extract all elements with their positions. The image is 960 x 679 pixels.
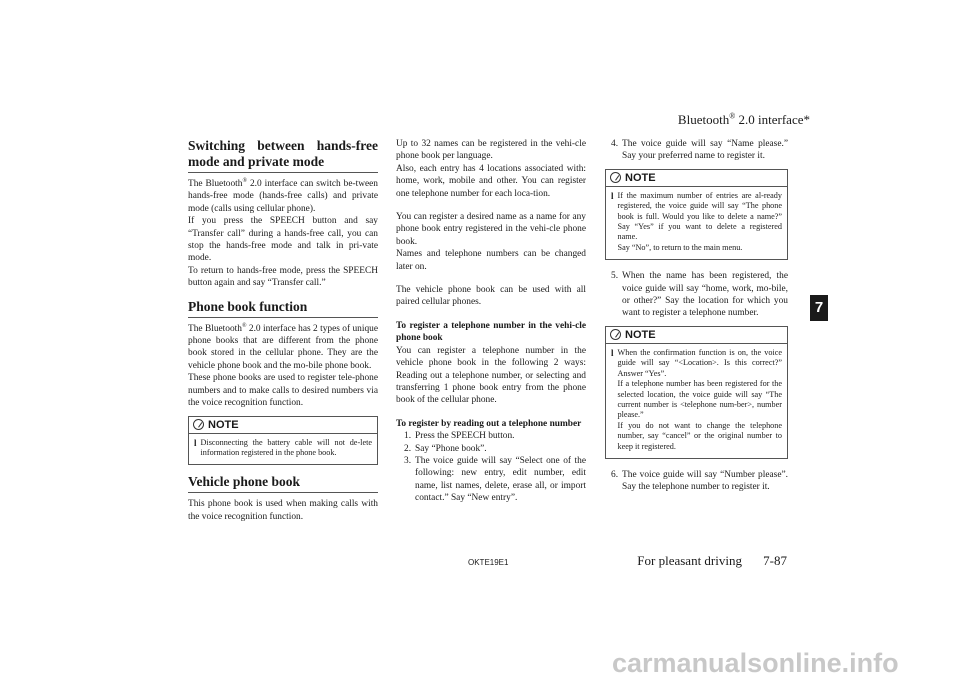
note-text: Disconnecting the battery cable will not de-lete information registered in the phone book. bbox=[200, 437, 372, 457]
document-code: OKTE19E1 bbox=[468, 558, 509, 567]
note-body bbox=[189, 434, 377, 465]
list-item: 6. The voice guide will say “Number please”. Say the telephone number to register it. bbox=[611, 469, 788, 493]
bullet: l bbox=[611, 190, 614, 201]
footer-section-name: For pleasant driving bbox=[637, 553, 742, 568]
bullet: l bbox=[194, 437, 197, 448]
page-number: 7-87 bbox=[763, 553, 787, 568]
check-icon bbox=[193, 419, 204, 430]
note-header: NOTE bbox=[606, 170, 787, 187]
paragraph: Also, each entry has 4 locations associated with: home, work, mobile and other. You can register one telephone number for each loca-tion. bbox=[396, 163, 586, 199]
section-title-phone-book: Phone book function bbox=[188, 299, 378, 318]
paragraph: Names and telephone numbers can be changed later on. bbox=[396, 249, 586, 272]
list-item: 4. The voice guide will say “Name please.” Say your preferred name to register it. bbox=[611, 139, 788, 162]
section-title-switching: Switching between hands-free mode and private mode bbox=[188, 138, 378, 173]
paragraph: This phone book is used when making calls with the voice recognition function. bbox=[188, 499, 378, 522]
chapter-tab: 7 bbox=[810, 295, 828, 321]
column-1 bbox=[188, 138, 378, 523]
note-text: When the confirmation function is on, the voice guide will say “<Location>. Is this correct?” Answer “Yes”. If a telephone number has been registered for the selected location, the voice guide will say “The current number is <telephone num-ber>, number please.” If you do not want to change the telephone number, say “cancel” or the original number to keep it registered. bbox=[617, 347, 782, 451]
paragraph: To return to hands-free mode, press the SPEECH button again and say “Transfer call.” bbox=[188, 265, 378, 289]
column-3 bbox=[605, 138, 788, 494]
list-item: 3. The voice guide will say “Select one of the following: new entry, edit number, edit name, list names, delete, erase all, or import contact.” Say “New entry”. bbox=[404, 455, 586, 504]
paragraph: You can register a desired name as a name for any phone book entry registered in the vehi-cle phone book. bbox=[396, 212, 586, 247]
watermark: carmanualsonline.info bbox=[612, 648, 899, 678]
paragraph: Up to 32 names can be registered in the vehi-cle phone book per language. bbox=[396, 139, 586, 162]
column-2 bbox=[396, 138, 586, 505]
note-header: NOTE bbox=[189, 417, 377, 434]
paragraph: You can register a telephone number in the vehicle phone book in the following 2 ways: Reading out a telephone number, or selecting and transferring 1 phone book entry from the phone book of the cellular phone. bbox=[396, 345, 586, 406]
steps-list bbox=[396, 430, 586, 504]
check-icon bbox=[610, 329, 621, 340]
note-header: NOTE bbox=[606, 327, 787, 344]
list-item: 2. Say “Phone book”. bbox=[404, 443, 487, 454]
paragraph: The Bluetooth® 2.0 interface has 2 types of unique phone books that are different from the phone book stored in the cellular phone. They are the vehicle phone book and the mo-bile phone book. bbox=[188, 322, 378, 371]
note-box bbox=[188, 416, 378, 466]
note-body bbox=[606, 344, 787, 458]
list-item: 5. When the name has been registered, the voice guide will say “home, work, mo-bile, or other?” Say the location for which you want to register a telephone number. bbox=[611, 271, 788, 319]
bullet: l bbox=[611, 347, 614, 358]
note-text: If the maximum number of entries are al-ready registered, the voice guide will say “The phone book is full. Would you like to delete a name?” Say “Yes” if you want to delete a registered name. Say “No”, to return to the main menu. bbox=[617, 190, 782, 252]
paragraph: The vehicle phone book can be used with all paired cellular phones. bbox=[396, 285, 586, 308]
note-body bbox=[606, 187, 787, 259]
note-box bbox=[605, 169, 788, 260]
list-item: 1. Press the SPEECH button. bbox=[404, 431, 515, 442]
paragraph: If you press the SPEECH button and say “Transfer call” during a hands-free call, you can stop the hands-free mode and talk in pri-vate mode. bbox=[188, 216, 378, 264]
check-icon bbox=[610, 172, 621, 183]
paragraph: These phone books are used to register tele-phone numbers and to make calls to desired numbers via the voice recognition function. bbox=[188, 373, 378, 409]
paragraph: The Bluetooth® 2.0 interface can switch be-tween hands-free mode (hands-free calls) and private mode (calls using cellular phone). bbox=[188, 177, 378, 214]
subheading: To register a telephone number in the vehi-cle phone book bbox=[396, 320, 586, 344]
section-title-vehicle-phone-book: Vehicle phone book bbox=[188, 474, 378, 493]
running-header: Bluetooth® 2.0 interface* bbox=[677, 111, 810, 127]
note-box bbox=[605, 326, 788, 459]
subheading: To register by reading out a telephone number bbox=[396, 418, 582, 429]
